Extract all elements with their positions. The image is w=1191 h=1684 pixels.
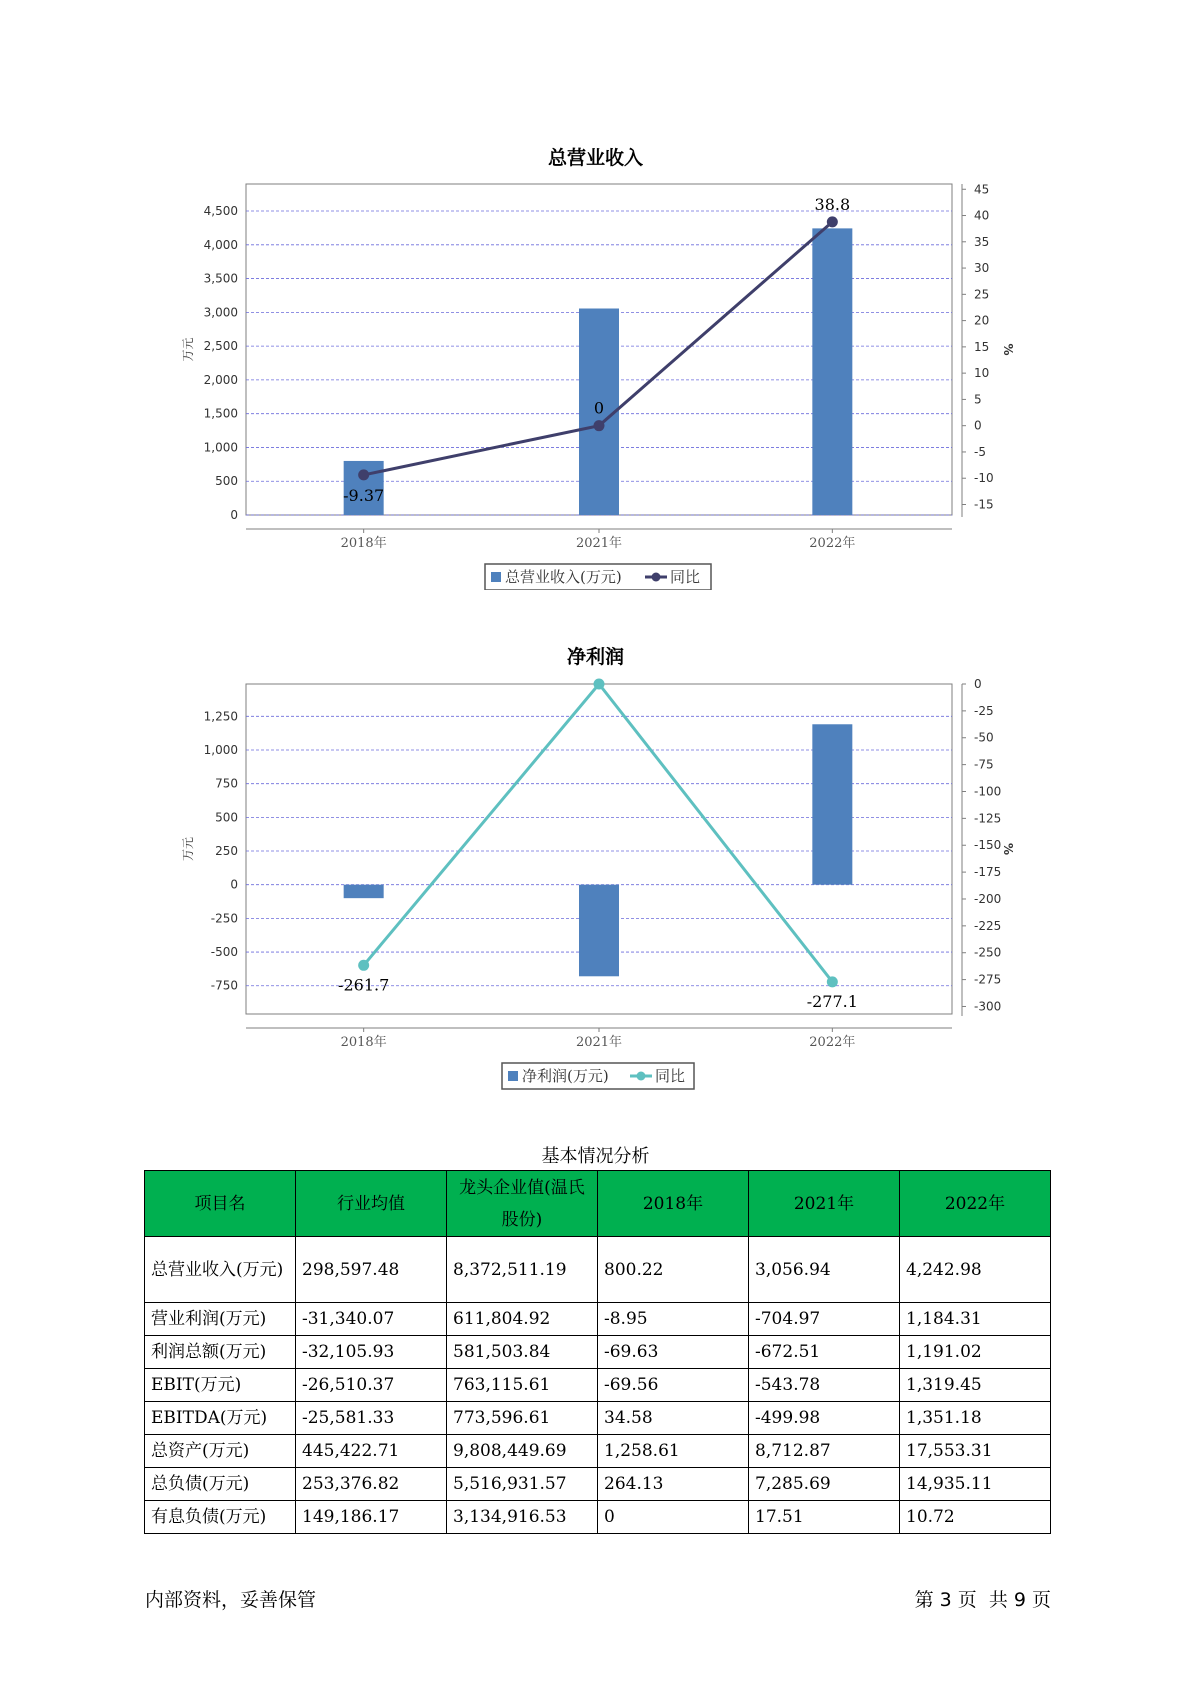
row-label-cell: 总负债(万元) bbox=[145, 1468, 296, 1501]
yoy-point bbox=[827, 216, 838, 227]
header-leader-value: 龙头企业值(温氏股份) bbox=[447, 1171, 598, 1237]
y-left-tick-label: 0 bbox=[230, 877, 238, 892]
y-right-tick-label: 0 bbox=[974, 677, 982, 691]
y-left-tick-label: 1,250 bbox=[203, 709, 238, 724]
y-right-tick-label: -300 bbox=[974, 999, 1002, 1014]
y-right-tick-label: -125 bbox=[974, 811, 1002, 826]
table-cell: -543.78 bbox=[749, 1369, 900, 1402]
table-cell: 17.51 bbox=[749, 1501, 900, 1534]
x-tick-label: 2022年 bbox=[809, 536, 856, 551]
y-left-tick-label: 750 bbox=[215, 776, 238, 791]
table-caption: 基本情况分析 bbox=[541, 1146, 650, 1167]
y-right-tick-label: 0 bbox=[974, 418, 982, 433]
y-left-tick-label: 1,500 bbox=[203, 406, 238, 421]
y-left-tick-label: 3,000 bbox=[203, 305, 238, 320]
legend-bar-swatch bbox=[491, 572, 501, 582]
yoy-point bbox=[827, 976, 838, 987]
y-right-tick-label: -275 bbox=[974, 972, 1002, 987]
y-left-tick-label: 500 bbox=[215, 474, 238, 489]
footer-confidential-note: 内部资料，妥善保管 bbox=[145, 1589, 317, 1611]
y-right-tick-label: 40 bbox=[974, 208, 990, 223]
table-cell: 0 bbox=[598, 1501, 749, 1534]
y-left-tick-label: 4,000 bbox=[203, 237, 238, 252]
y-right-tick-label: -100 bbox=[974, 784, 1002, 799]
legend-line-marker bbox=[637, 1072, 646, 1081]
table-cell: -499.98 bbox=[749, 1402, 900, 1435]
table-row bbox=[145, 1501, 1051, 1534]
table-header-row bbox=[145, 1171, 1051, 1237]
table-cell: -8.95 bbox=[598, 1303, 749, 1336]
y-right-tick-label: 25 bbox=[974, 287, 990, 302]
y-right-tick-label: 30 bbox=[974, 261, 990, 276]
row-label-cell: 营业利润(万元) bbox=[145, 1303, 296, 1336]
table-cell: -32,105.93 bbox=[296, 1336, 447, 1369]
y-right-tick-label: -225 bbox=[974, 918, 1002, 933]
y-right-tick-label: -50 bbox=[974, 730, 994, 745]
header-2022: 2022年 bbox=[900, 1171, 1051, 1237]
table-cell: -69.56 bbox=[598, 1369, 749, 1402]
y-left-tick-label: 2,000 bbox=[203, 372, 238, 387]
table-row bbox=[145, 1369, 1051, 1402]
table-cell: 800.22 bbox=[598, 1237, 749, 1303]
table-row bbox=[145, 1435, 1051, 1468]
table-cell: -69.63 bbox=[598, 1336, 749, 1369]
header-industry-average: 行业均值 bbox=[296, 1171, 447, 1237]
table-cell: 253,376.82 bbox=[296, 1468, 447, 1501]
table-cell: 445,422.71 bbox=[296, 1435, 447, 1468]
y-right-axis-title: % bbox=[1001, 842, 1015, 856]
legend-line-marker bbox=[652, 573, 661, 582]
legend-line-label: 同比 bbox=[670, 568, 701, 586]
y-left-axis-title: 万元 bbox=[181, 337, 195, 362]
y-right-tick-label: -200 bbox=[974, 891, 1002, 906]
table-row bbox=[145, 1303, 1051, 1336]
table-cell: 9,808,449.69 bbox=[447, 1435, 598, 1468]
chart-revenue bbox=[0, 170, 1191, 590]
y-left-tick-label: 2,500 bbox=[203, 339, 238, 354]
table-row bbox=[145, 1468, 1051, 1501]
yoy-point bbox=[358, 469, 369, 480]
table-cell: 298,597.48 bbox=[296, 1237, 447, 1303]
table-cell: 1,351.18 bbox=[900, 1402, 1051, 1435]
chart-title-revenue: 总营业收入 bbox=[547, 147, 643, 169]
y-left-tick-label: 3,500 bbox=[203, 271, 238, 286]
table-row bbox=[145, 1336, 1051, 1369]
table-cell: 10.72 bbox=[900, 1501, 1051, 1534]
table-cell: 4,242.98 bbox=[900, 1237, 1051, 1303]
table-cell: 3,056.94 bbox=[749, 1237, 900, 1303]
y-left-tick-label: 250 bbox=[215, 844, 238, 859]
x-tick-label: 2021年 bbox=[575, 536, 623, 551]
row-label-cell: 有息负债(万元) bbox=[145, 1501, 296, 1534]
yoy-data-label: 38.8 bbox=[814, 194, 851, 214]
y-left-tick-label: 1,000 bbox=[203, 440, 238, 455]
bar bbox=[812, 724, 852, 884]
table-row bbox=[145, 1237, 1051, 1303]
legend-bar-swatch bbox=[508, 1071, 518, 1081]
table-cell: 17,553.31 bbox=[900, 1435, 1051, 1468]
bar bbox=[812, 228, 852, 515]
header-2018: 2018年 bbox=[598, 1171, 749, 1237]
table-cell: 1,184.31 bbox=[900, 1303, 1051, 1336]
table-cell: -704.97 bbox=[749, 1303, 900, 1336]
y-left-tick-label: -750 bbox=[210, 978, 238, 993]
y-right-tick-label: -175 bbox=[974, 865, 1002, 880]
table-cell: 1,191.02 bbox=[900, 1336, 1051, 1369]
table-cell: 34.58 bbox=[598, 1402, 749, 1435]
table-row bbox=[145, 1402, 1051, 1435]
analysis-table bbox=[144, 1170, 1051, 1534]
table-cell: 8,712.87 bbox=[749, 1435, 900, 1468]
chart-title-net-profit: 净利润 bbox=[566, 646, 624, 668]
table-cell: 8,372,511.19 bbox=[447, 1237, 598, 1303]
row-label-cell: 总资产(万元) bbox=[145, 1435, 296, 1468]
y-right-tick-label: -15 bbox=[974, 497, 994, 512]
y-left-tick-label: 0 bbox=[230, 508, 238, 522]
y-right-tick-label: 10 bbox=[974, 366, 990, 381]
bar bbox=[579, 885, 619, 977]
legend-bar-label: 净利润(万元) bbox=[522, 1067, 609, 1085]
table-cell: 264.13 bbox=[598, 1468, 749, 1501]
table-cell: 7,285.69 bbox=[749, 1468, 900, 1501]
bar bbox=[344, 885, 384, 898]
yoy-data-label: -277.1 bbox=[806, 991, 858, 1011]
y-left-tick-label: 4,500 bbox=[203, 204, 238, 219]
table-cell: 773,596.61 bbox=[447, 1402, 598, 1435]
table-cell: -31,340.07 bbox=[296, 1303, 447, 1336]
y-right-tick-label: 15 bbox=[974, 339, 990, 354]
table-cell: 1,258.61 bbox=[598, 1435, 749, 1468]
x-tick-label: 2018年 bbox=[340, 1035, 387, 1050]
y-left-tick-label: -250 bbox=[210, 911, 238, 926]
y-right-tick-label: -10 bbox=[974, 471, 994, 486]
header-item-name: 项目名 bbox=[145, 1171, 296, 1237]
yoy-data-label: 0 bbox=[593, 398, 605, 418]
y-left-tick-label: 1,000 bbox=[203, 743, 238, 757]
y-right-tick-label: -75 bbox=[974, 757, 994, 772]
table-cell: 14,935.11 bbox=[900, 1468, 1051, 1501]
table-cell: -25,581.33 bbox=[296, 1402, 447, 1435]
yoy-point bbox=[594, 420, 605, 431]
y-left-axis-title: 万元 bbox=[181, 836, 195, 862]
x-tick-label: 2022年 bbox=[809, 1035, 856, 1050]
y-right-axis-title: % bbox=[1001, 343, 1015, 356]
table-cell: -26,510.37 bbox=[296, 1369, 447, 1402]
row-label-cell: 利润总额(万元) bbox=[145, 1336, 296, 1369]
y-right-tick-label: -25 bbox=[974, 703, 994, 718]
header-2021: 2021年 bbox=[749, 1171, 900, 1237]
table-body bbox=[145, 1237, 1051, 1534]
table-cell: 611,804.92 bbox=[447, 1303, 598, 1336]
table-cell: 581,503.84 bbox=[447, 1336, 598, 1369]
y-right-tick-label: 5 bbox=[974, 392, 982, 407]
y-left-tick-label: 500 bbox=[215, 810, 238, 825]
yoy-point bbox=[358, 960, 369, 971]
row-label-cell: EBITDA(万元) bbox=[145, 1402, 296, 1435]
table-cell: 149,186.17 bbox=[296, 1501, 447, 1534]
table-cell: -672.51 bbox=[749, 1336, 900, 1369]
table-cell: 5,516,931.57 bbox=[447, 1468, 598, 1501]
yoy-point bbox=[594, 679, 605, 690]
row-label-cell: EBIT(万元) bbox=[145, 1369, 296, 1402]
legend-bar-label: 总营业收入(万元) bbox=[505, 568, 622, 586]
y-right-tick-label: -150 bbox=[974, 838, 1002, 853]
y-right-tick-label: 35 bbox=[974, 234, 990, 249]
x-tick-label: 2018年 bbox=[340, 536, 387, 551]
y-right-tick-label: 20 bbox=[974, 313, 990, 328]
yoy-data-label: -261.7 bbox=[338, 975, 390, 995]
legend-line-label: 同比 bbox=[655, 1067, 686, 1085]
table-cell: 763,115.61 bbox=[447, 1369, 598, 1402]
table-cell: 3,134,916.53 bbox=[447, 1501, 598, 1534]
chart-net-profit bbox=[0, 670, 1191, 1090]
yoy-data-label: -9.37 bbox=[343, 485, 385, 505]
y-right-tick-label: -5 bbox=[974, 444, 986, 459]
y-right-tick-label: 45 bbox=[974, 182, 990, 197]
footer-page-number: 第 3 页 共 9 页 bbox=[914, 1589, 1051, 1611]
x-tick-label: 2021年 bbox=[575, 1035, 623, 1050]
y-left-tick-label: -500 bbox=[210, 945, 238, 960]
row-label-cell: 总营业收入(万元) bbox=[145, 1237, 296, 1303]
table-cell: 1,319.45 bbox=[900, 1369, 1051, 1402]
y-right-tick-label: -250 bbox=[974, 945, 1002, 960]
